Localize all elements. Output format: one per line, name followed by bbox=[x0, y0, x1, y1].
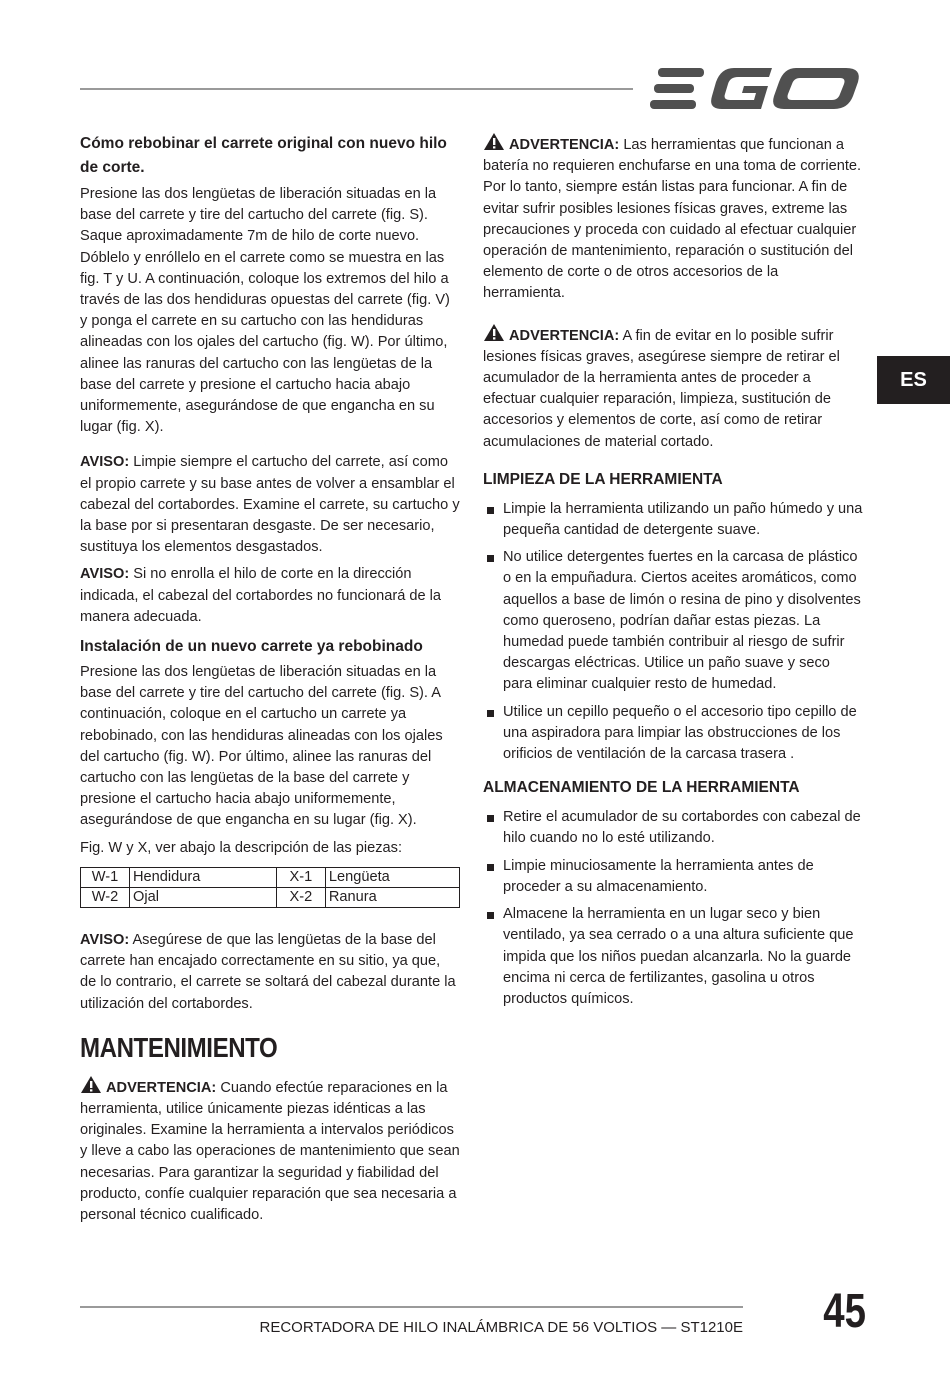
rewind-body: Presione las dos lengüetas de liberación situadas en la base del carrete y tire del cartucho del carrete (fig. S). Saque aproximadamente 7m de hilo de corte nuevo. Dóblelo y enróllelo en el carrete como se muestra en las fig. T y U. A continuación, coloque los extremos del hilo a través de las dos hendiduras opuestas del carrete (fig. V) y ponga el carrete en su cartucho con las hendiduras alineadas con los ojales del cartucho (fig. W). Por último, alinee las ranuras del cartucho con las lengüetas de la base del carrete y presione el cartucho hacia abajo uniformemente, asegurándose de que engancha en su lugar (fig. X). bbox=[80, 186, 450, 436]
warning-icon bbox=[483, 132, 505, 151]
aviso-2 bbox=[80, 564, 460, 628]
cleaning-heading: LIMPIEZA DE LA HERRAMIENTA bbox=[483, 470, 723, 488]
warning-text: Cuando efectúe reparaciones en la herramienta, utilice únicamente piezas idénticas a las originales. Examine la herramienta a intervalos periódicos y lleve a cabo las operaciones de mantenimiento que sean necesarias. Para garantizar la seguridad y fiabilidad del producto, confíe cualquier reparación que sea necesaria a personal técnico cualificado. bbox=[80, 1079, 460, 1223]
right-column bbox=[483, 132, 863, 1022]
warning-remove-battery bbox=[483, 323, 863, 453]
list-item: No utilice detergentes fuertes en la carcasa de plástico o en la empuñadura. Ciertos aceites aromáticos, como aquellos a base de limón o resina de pino y disolventes como queroseno, podrían dañar estas piezas. La humedad puede también contribuir al riesgo de sufrir descargas eléctricas. Utilice un paño suave y seco para eliminar cualquier resto de humedad. bbox=[483, 547, 863, 695]
language-tab: ES bbox=[877, 356, 950, 404]
table-row bbox=[81, 867, 460, 887]
warning-label: ADVERTENCIA: bbox=[509, 137, 620, 153]
aviso-1 bbox=[80, 452, 460, 558]
table-cell: X-1 bbox=[276, 867, 325, 887]
aviso-label: AVISO: bbox=[80, 566, 130, 583]
table-cell: X-2 bbox=[276, 887, 325, 907]
table-cell: Lengüeta bbox=[325, 867, 459, 887]
list-item: Retire el acumulador de su cortabordes con cabezal de hilo cuando no lo esté utilizando. bbox=[483, 807, 863, 849]
warning-icon bbox=[80, 1075, 102, 1094]
install-body: Presione las dos lengüetas de liberación situadas en la base del carrete y tire del cartucho del carrete (fig. S). A continuación, coloque en el cartucho un carrete ya rebobinado, con las hendiduras alineadas con los ojales del cartucho (fig. W). Por último, alinee las ranuras del cartucho con las lengüetas de la base del carrete y presione el cartucho hacia abajo uniformemente, asegurándose de que engancha en su lugar (fig. X). bbox=[80, 664, 443, 829]
warning-text: Las herramientas que funcionan a batería no requieren enchufarse en una toma de corriente. Por lo tanto, siempre están listas para funcionar. A fin de evitar sufrir posibles lesiones físicas graves, extreme las precauciones y proceda con cuidado al efectuar cualquier operación de mantenimiento, reparación o sustitución del elemento de corte o de otros accesorios de la herramienta. bbox=[483, 137, 862, 302]
aviso-text: Limpie siempre el cartucho del carrete, así como el propio carrete y su base antes de volver a ensamblar el cabezal del cortabordes. Examine el carrete, su cartucho y la base por si presentaran desgaste. De ser necesario, sustituya los elementos desgastados. bbox=[80, 454, 460, 556]
aviso-text: Si no enrolla el hilo de corte en la dirección indicada, el cabezal del cortabordes no funcionará de la manera adecuada. bbox=[80, 566, 442, 625]
page-number: 45 bbox=[823, 1285, 866, 1338]
install-title: Instalación de un nuevo carrete ya rebobinado bbox=[80, 638, 423, 656]
footer-rule bbox=[80, 1306, 743, 1308]
maintenance-heading: MANTENIMIENTO bbox=[80, 1031, 278, 1063]
warning-label: ADVERTENCIA: bbox=[509, 327, 620, 344]
aviso-label: AVISO: bbox=[80, 931, 130, 948]
left-column bbox=[80, 132, 460, 1226]
table-cell: Ranura bbox=[325, 887, 459, 907]
ego-logo bbox=[650, 62, 862, 114]
table-cell: W-2 bbox=[81, 887, 130, 907]
warning-battery bbox=[483, 132, 863, 305]
fig-caption: Fig. W y X, ver abajo la descripción de las piezas: bbox=[80, 839, 403, 856]
aviso-3 bbox=[80, 930, 460, 1015]
cleaning-list bbox=[483, 499, 863, 765]
table-cell: W-1 bbox=[81, 867, 130, 887]
maintenance-warning bbox=[80, 1075, 460, 1226]
warning-label: ADVERTENCIA: bbox=[106, 1079, 217, 1096]
table-row bbox=[81, 887, 460, 907]
storage-heading: ALMACENAMIENTO DE LA HERRAMIENTA bbox=[483, 779, 800, 797]
storage-list bbox=[483, 807, 863, 1010]
table-cell: Hendidura bbox=[130, 867, 277, 887]
footer-title: RECORTADORA DE HILO INALÁMBRICA DE 56 VOLTIOS — ST1210E bbox=[259, 1319, 743, 1336]
list-item: Limpie la herramienta utilizando un paño húmedo y una pequeña cantidad de detergente suave. bbox=[483, 499, 863, 541]
list-item: Almacene la herramienta en un lugar seco y bien ventilado, ya sea cerrado o a una altura suficiente que impida que los niños puedan alcanzarla. No la guarde encima ni cerca de fertilizantes, gasolina u otros productos químicos. bbox=[483, 904, 863, 1010]
rewind-title: Cómo rebobinar el carrete original con nuevo hilo de corte. bbox=[80, 135, 447, 176]
list-item: Limpie minuciosamente la herramienta antes de proceder a su almacenamiento. bbox=[483, 856, 863, 898]
table-cell: Ojal bbox=[130, 887, 277, 907]
parts-table bbox=[80, 867, 460, 908]
header-rule bbox=[80, 88, 633, 90]
warning-text: A fin de evitar en lo posible sufrir lesiones físicas graves, asegúrese siempre de retirar el acumulador de la herramienta antes de proceder a efectuar cualquier reparación, limpieza, sustitución de accesorios y elementos de corte, así como de retirar acumulaciones de material cortado. bbox=[483, 327, 840, 450]
aviso-text: Asegúrese de que las lengüetas de la base del carrete han encajado correctamente en su sitio, ya que, de lo contrario, el carrete se soltará del cabezal durante la utilización del cortabordes. bbox=[80, 931, 456, 1012]
list-item: Utilice un cepillo pequeño o el accesorio tipo cepillo de una aspiradora para limpiar las obstrucciones de los orificios de ventilación de la carcasa trasera . bbox=[483, 702, 863, 766]
warning-icon bbox=[483, 323, 505, 342]
aviso-label: AVISO: bbox=[80, 454, 130, 471]
